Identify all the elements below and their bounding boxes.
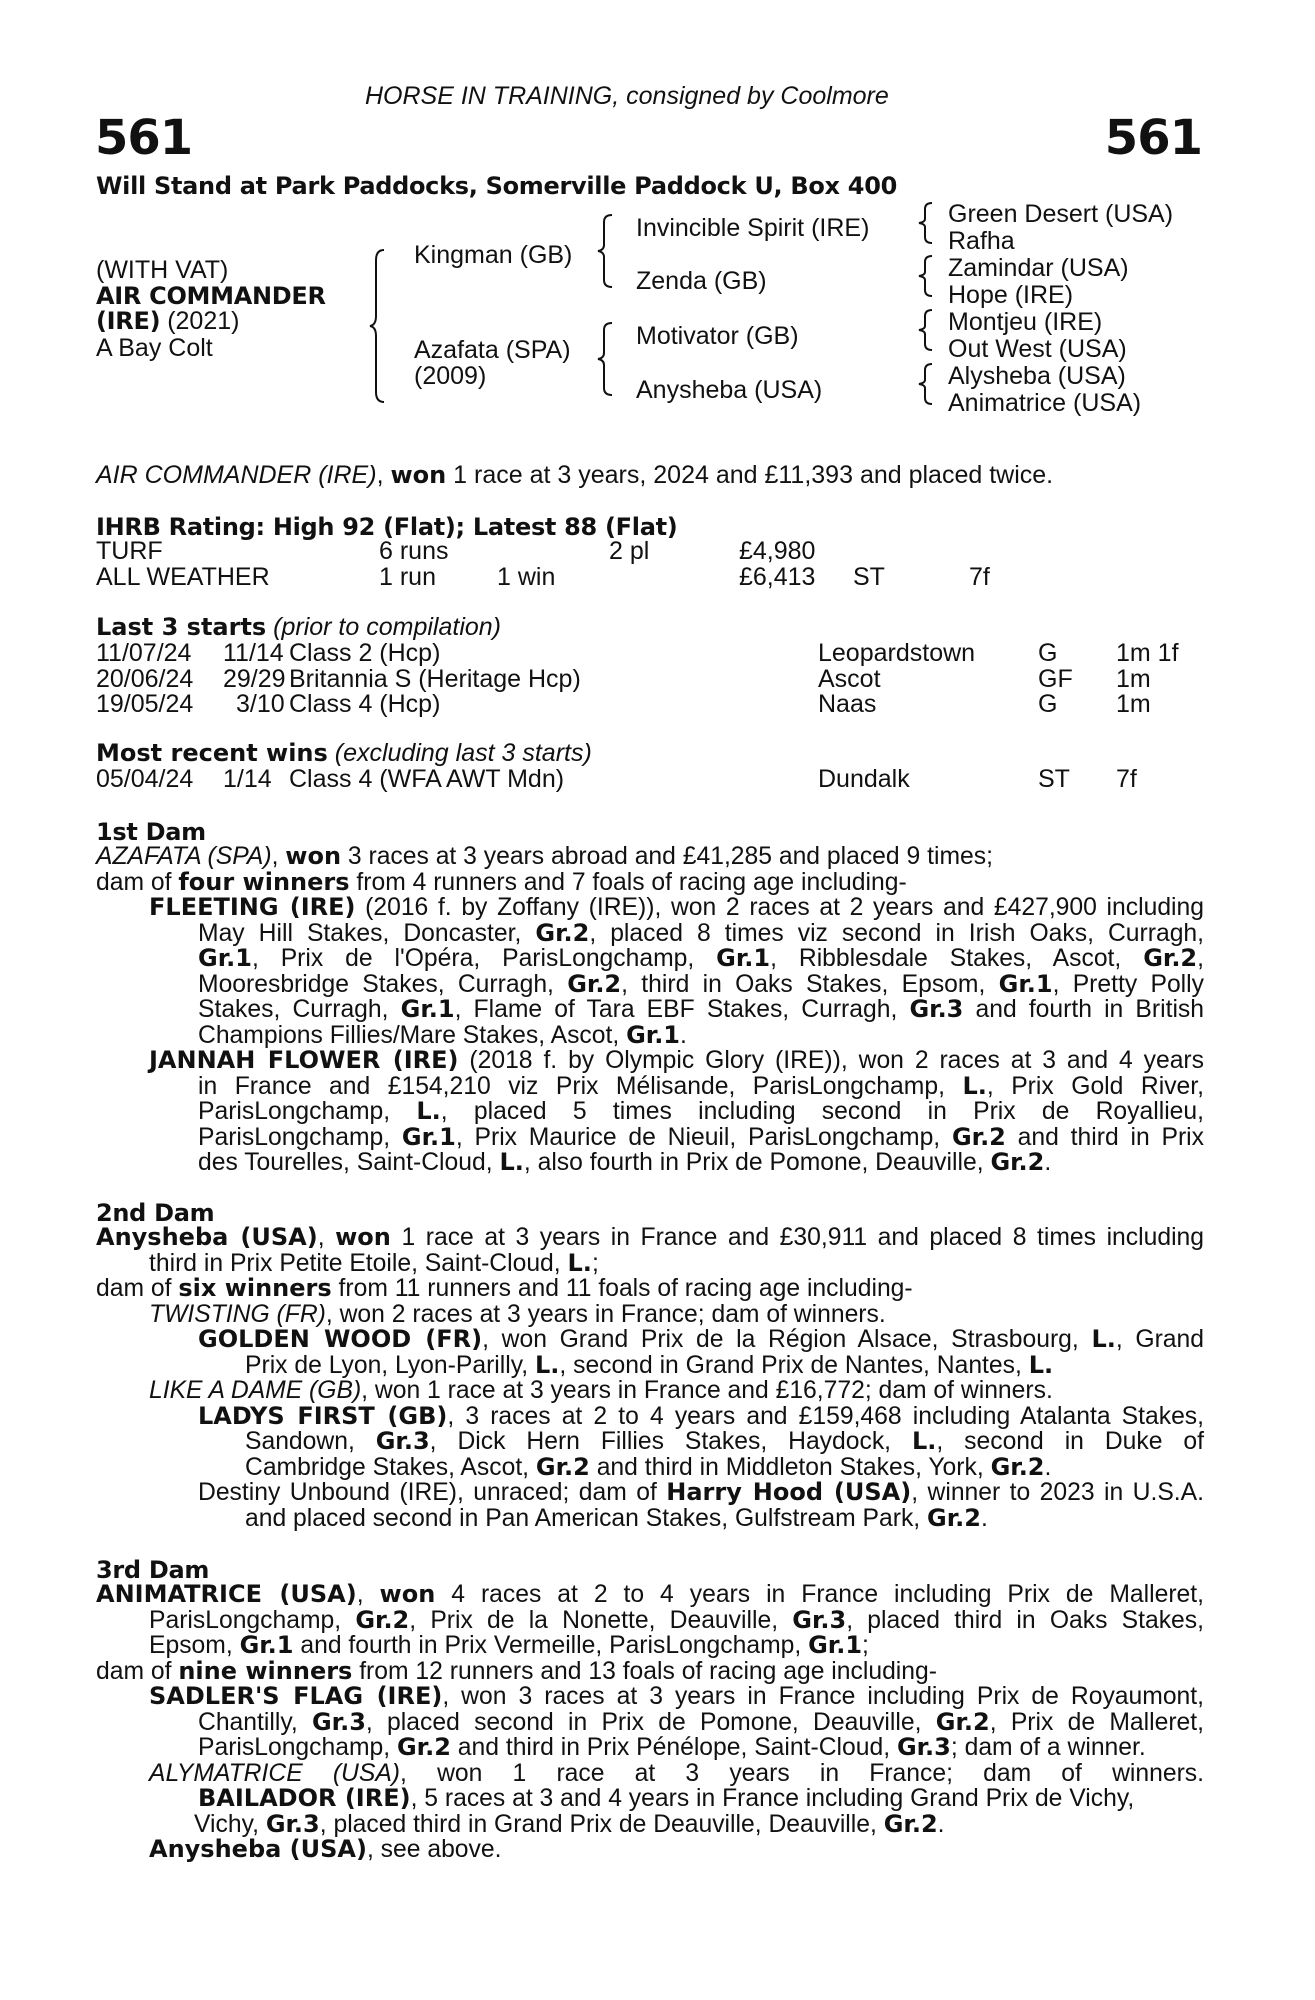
summary-separator: , — [376, 461, 391, 489]
race-distance: 1m — [1116, 690, 1151, 718]
pedigree-g-dss: Montjeu (IRE) — [948, 308, 1103, 336]
lot-number-left: 561 — [95, 110, 193, 166]
dam-line: dam of nine winners from 12 runners and 13 foals of racing age including- — [96, 1656, 937, 1685]
pedigree-g-sdd: Hope (IRE) — [948, 281, 1074, 309]
dam-line: ParisLongchamp, Gr.2, Prix de la Nonette, Deauville, Gr.3, placed third in Oaks Stakes, — [149, 1605, 1204, 1634]
dam-line: Destiny Unbound (IRE), unraced; dam of Harry Hood (USA), winner to 2023 in U.S.A. — [198, 1478, 1204, 1506]
race-summary — [96, 463, 1053, 489]
pedigree-brace-sd — [916, 253, 936, 299]
summary-won: won — [390, 461, 447, 489]
pedigree-dam-sire: Motivator (GB) — [636, 322, 799, 350]
last-starts-note: (prior to compilation) — [266, 613, 502, 641]
third-dam-heading: 3rd Dam — [96, 1556, 210, 1584]
dam-line: Mooresbridge Stakes, Curragh, Gr.2, third in Oaks Stakes, Epsom, Gr.1, Pretty Polly — [198, 969, 1204, 998]
dam-line: JANNAH FLOWER (IRE) (2018 f. by Olympic Glory (IRE)), won 2 races at 3 and 4 years — [149, 1046, 1204, 1074]
dam-line: in France and £154,210 viz Prix Mélisande, ParisLongchamp, L., Prix Gold River, — [198, 1071, 1204, 1100]
stable-location: Will Stand at Park Paddocks, Somerville Paddock U, Box 400 — [96, 172, 897, 200]
pedigree-dam-year: (2009) — [414, 362, 487, 390]
race-position: 3/10 — [236, 690, 285, 718]
last-starts-title: Last 3 starts — [96, 613, 267, 641]
lot-number-right: 561 — [1104, 110, 1202, 166]
second-dam-heading: 2nd Dam — [96, 1199, 215, 1227]
race-distance: 1m 1f — [1116, 639, 1179, 667]
rating-row — [96, 539, 1206, 565]
dam-line: TWISTING (FR), won 2 races at 3 years in France; dam of winners. — [149, 1300, 886, 1328]
pedigree-sire-sire: Invincible Spirit (IRE) — [636, 214, 870, 242]
rating-runs: 6 runs — [379, 537, 449, 565]
race-course: Dundalk — [818, 765, 910, 793]
horse-country-year — [96, 309, 239, 335]
horse-description: A Bay Colt — [96, 334, 213, 362]
pedigree-dam-dam: Anysheba (USA) — [636, 376, 823, 404]
dam-line: Stakes, Curragh, Gr.1, Flame of Tara EBF Stakes, Curragh, Gr.3 and fourth in British — [198, 995, 1205, 1023]
rating-surface: ALL WEATHER — [96, 562, 270, 591]
pedigree-g-sss: Green Desert (USA) — [948, 200, 1174, 228]
race-distance: 7f — [1116, 765, 1137, 793]
dam-line: ParisLongchamp, Gr.1, Prix Maurice de Nieuil, ParisLongchamp, Gr.2 and third in Prix — [198, 1122, 1204, 1151]
pedigree-brace-dam — [596, 320, 616, 398]
rating-prize: £6,413 — [739, 562, 816, 591]
recent-wins-table — [96, 767, 1206, 793]
dam-line: Prix de Lyon, Lyon-Parilly, L., second in Grand Prix de Nantes, Nantes, L. — [245, 1350, 1054, 1379]
dam-line: Sandown, Gr.3, Dick Hern Fillies Stakes, Haydock, L., second in Duke of — [245, 1427, 1204, 1455]
vat-note: (WITH VAT) — [96, 256, 229, 284]
race-date: 20/06/24 — [96, 664, 194, 693]
horse-name: AIR COMMANDER — [96, 282, 326, 310]
dam-line: Champions Fillies/Mare Stakes, Ascot, Gr.1. — [198, 1020, 687, 1049]
race-course: Leopardstown — [818, 639, 976, 667]
dam-line: Vichy, Gr.3, placed third in Grand Prix de Deauville, Deauville, Gr.2. — [194, 1809, 945, 1838]
pedigree-brace-sire — [596, 212, 616, 290]
race-going: G — [1038, 639, 1058, 667]
pedigree-g-dds: Alysheba (USA) — [948, 362, 1126, 390]
third-dam-text — [96, 1582, 1204, 1863]
summary-text: 1 race at 3 years, 2024 and £11,393 and placed twice. — [446, 461, 1054, 489]
dam-line: BAILADOR (IRE), 5 races at 3 and 4 years in France including Grand Prix de Vichy, — [198, 1784, 1135, 1812]
race-position: 29/29 — [223, 664, 286, 693]
pedigree-g-ssd: Rafha — [948, 227, 1015, 255]
race-name: Class 4 (Hcp) — [289, 690, 441, 718]
dam-line: LIKE A DAME (GB), won 1 race at 3 years in France and £16,772; dam of winners. — [149, 1377, 1053, 1404]
rating-row — [96, 562, 1206, 591]
race-going: GF — [1038, 664, 1073, 693]
rating-going: ST — [853, 562, 885, 591]
dam-line: des Tourelles, Saint-Cloud, L., also fourth in Prix de Pomone, Deauville, Gr.2. — [198, 1148, 1052, 1176]
recent-wins-title: Most recent wins — [96, 739, 328, 767]
second-dam-text — [96, 1225, 1204, 1531]
horse-year: (2021) — [167, 307, 240, 335]
pedigree-g-ddd: Animatrice (USA) — [948, 389, 1142, 417]
last-starts-table — [96, 641, 1206, 718]
dam-line: ParisLongchamp, Gr.2 and third in Prix Pénélope, Saint-Cloud, Gr.3; dam of a winner. — [198, 1733, 1146, 1761]
consignment-header: HORSE IN TRAINING, consigned by Coolmore — [365, 82, 889, 110]
rating-distance: 7f — [969, 562, 990, 591]
recent-wins-heading — [96, 741, 592, 767]
dam-line: Gr.1, Prix de l'Opéra, ParisLongchamp, Gr.1, Ribblesdale Stakes, Ascot, Gr.2, — [198, 944, 1204, 972]
rating-prize: £4,980 — [739, 537, 816, 565]
rating-table — [96, 539, 1206, 590]
dam-line: dam of six winners from 11 runners and 11 foals of racing age including- — [96, 1274, 913, 1302]
rating-placed: 2 pl — [609, 537, 650, 565]
race-course: Ascot — [818, 664, 881, 693]
first-dam-text — [96, 844, 1204, 1176]
race-date: 19/05/24 — [96, 690, 194, 718]
dam-line: dam of four winners from 4 runners and 7 foals of racing age including- — [96, 867, 907, 896]
first-dam-heading: 1st Dam — [96, 818, 206, 846]
dam-line: Epsom, Gr.1 and fourth in Prix Vermeille, ParisLongchamp, Gr.1; — [149, 1631, 869, 1659]
pedigree-dam: Azafata (SPA) — [414, 336, 571, 364]
pedigree-sire: Kingman (GB) — [414, 241, 573, 269]
dam-line: Cambridge Stakes, Ascot, Gr.2 and third in Middleton Stakes, York, Gr.2. — [245, 1452, 1052, 1481]
race-position: 1/14 — [223, 765, 272, 793]
dam-line: third in Prix Petite Etoile, Saint-Cloud, L.; — [149, 1248, 599, 1277]
pedigree-g-sds: Zamindar (USA) — [948, 254, 1129, 282]
dam-line: GOLDEN WOOD (FR), won Grand Prix de la Région Alsace, Strasbourg, L., Grand — [198, 1325, 1204, 1353]
pedigree-brace-ds — [916, 307, 936, 353]
race-distance: 1m — [1116, 664, 1151, 693]
dam-line: Chantilly, Gr.3, placed second in Prix de Pomone, Deauville, Gr.2, Prix de Malleret, — [198, 1707, 1205, 1736]
summary-horse-name: AIR COMMANDER (IRE) — [96, 461, 377, 489]
dam-line: May Hill Stakes, Doncaster, Gr.2, placed 8 times viz second in Irish Oaks, Curragh, — [198, 918, 1205, 947]
race-going: ST — [1038, 765, 1070, 793]
dam-line: FLEETING (IRE) (2016 f. by Zoffany (IRE)), won 2 races at 2 years and £427,900 including — [149, 893, 1204, 921]
rating-surface: TURF — [96, 537, 163, 565]
race-date: 11/07/24 — [96, 639, 192, 667]
rating-wins: 1 win — [497, 562, 556, 591]
dam-line: Anysheba (USA), won 1 race at 3 years in France and £30,911 and placed 8 times including — [96, 1223, 1205, 1251]
dam-line: ANIMATRICE (USA), won 4 races at 2 to 4 years in France including Prix de Malleret, — [96, 1580, 1204, 1608]
pedigree-brace-dd — [916, 361, 936, 407]
race-row — [96, 664, 1206, 693]
dam-line: ALYMATRICE (USA), won 1 race at 3 years in France; dam of winners. — [149, 1759, 1205, 1787]
pedigree-sire-dam: Zenda (GB) — [636, 267, 767, 295]
race-name: Britannia S (Heritage Hcp) — [289, 664, 581, 693]
race-going: G — [1038, 690, 1058, 718]
race-row — [96, 692, 1206, 718]
race-position: 11/14 — [223, 639, 284, 667]
pedigree-brace-main — [368, 246, 388, 406]
rating-title: IHRB Rating: High 92 (Flat); Latest 88 (Flat) — [96, 513, 678, 541]
race-name: Class 4 (WFA AWT Mdn) — [289, 765, 565, 793]
rating-runs: 1 run — [379, 562, 436, 591]
race-course: Naas — [818, 690, 877, 718]
race-name: Class 2 (Hcp) — [289, 639, 441, 667]
dam-line: SADLER'S FLAG (IRE), won 3 races at 3 years in France including Prix de Royaumont, — [149, 1682, 1204, 1710]
pedigree-brace-ss — [916, 200, 936, 246]
race-row — [96, 767, 1206, 793]
horse-country: (IRE) — [96, 307, 161, 335]
recent-wins-note: (excluding last 3 starts) — [327, 739, 592, 767]
pedigree-g-dsd: Out West (USA) — [948, 335, 1127, 363]
race-date: 05/04/24 — [96, 765, 194, 793]
dam-line: Anysheba (USA), see above. — [149, 1835, 502, 1863]
last-starts-heading — [96, 615, 501, 641]
dam-line: and placed second in Pan American Stakes, Gulfstream Park, Gr.2. — [245, 1503, 988, 1532]
dam-line: AZAFATA (SPA), won 3 races at 3 years abroad and £41,285 and placed 9 times; — [96, 842, 993, 870]
dam-line: ParisLongchamp, L., placed 5 times including second in Prix de Royallieu, — [198, 1097, 1205, 1125]
race-row — [96, 641, 1206, 667]
dam-line: LADYS FIRST (GB), 3 races at 2 to 4 years and £159,468 including Atalanta Stakes, — [198, 1401, 1205, 1430]
